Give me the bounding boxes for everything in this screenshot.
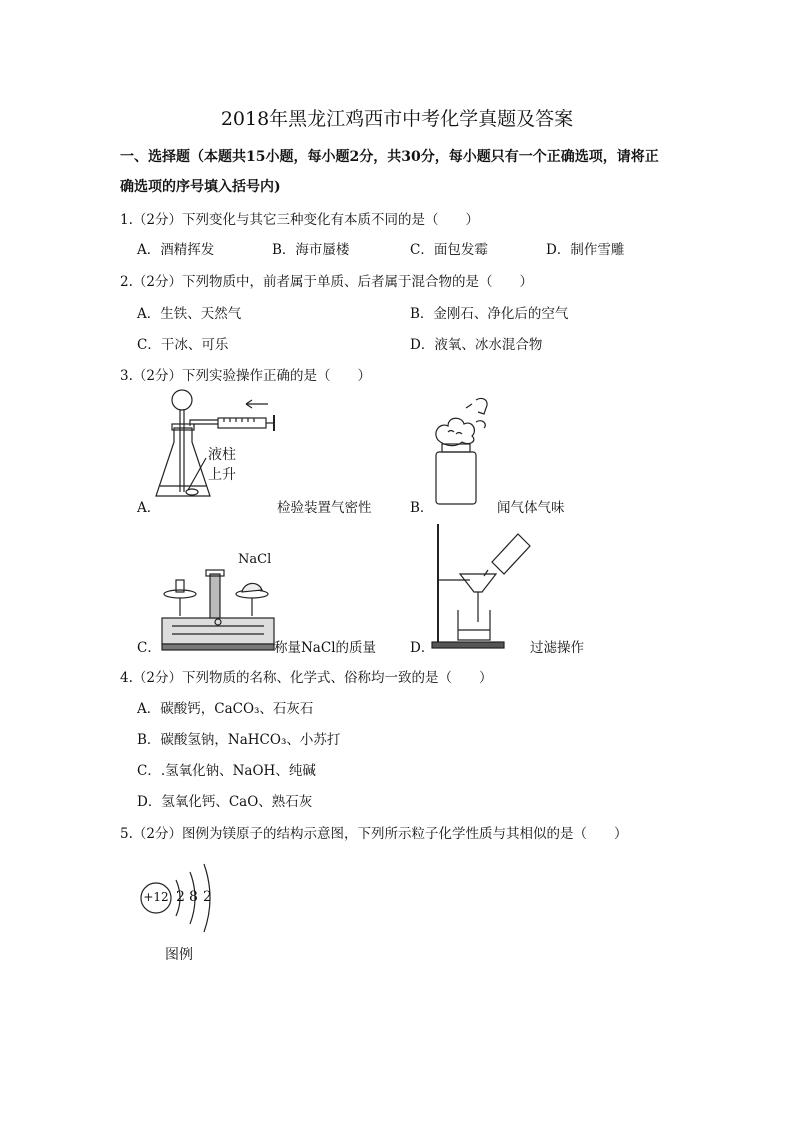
q4-option-a: A．碳酸钙，CaCO₃、石灰石 [137, 701, 314, 717]
q2-option-b: B．金刚石、净化后的空气 [410, 306, 569, 322]
q2-option-d: D．液氧、冰水混合物 [410, 337, 543, 353]
q2-option-a: A．生铁、天然气 [137, 306, 242, 322]
q4-option-c: C．.氢氧化钠、NaOH、纯碱 [137, 763, 316, 779]
q3-option-c-label: C． [137, 640, 161, 656]
q1-stem: 1.（2分）下列变化与其它三种变化有本质不同的是（ ） [120, 212, 479, 228]
q5-stem: 5.（2分）图例为镁原子的结构示意图，下列所示粒子化学性质与其相似的是（ ） [120, 826, 628, 842]
q4-stem: 4.（2分）下列物质的名称、化学式、俗称均一致的是（ ） [120, 670, 493, 686]
nucleus-charge: +12 [143, 890, 169, 904]
q3-option-c-caption: 称量NaCl的质量 [274, 640, 377, 656]
nacl-label: NaCl [238, 552, 272, 567]
section-heading-line2: 确选项的序号填入括号内) [120, 179, 281, 195]
q1-option-c: C．面包发霉 [410, 242, 488, 258]
section-heading-line1: 一、选择题（本题共15小题，每小题2分，共30分，每小题只有一个正确选项，请将正 [120, 149, 659, 165]
liquid-column-label-1: 液柱 [208, 447, 236, 463]
q1-option-b: B．海市蜃楼 [272, 242, 350, 258]
balance-figure [158, 560, 280, 652]
q3-option-a-caption: 检验装置气密性 [277, 500, 372, 516]
q3-option-b-label: B． [410, 500, 434, 516]
q4-option-d: D．氢氧化钙、CaO、熟石灰 [137, 794, 313, 810]
q3-stem: 3.（2分）下列实验操作正确的是（ ） [120, 368, 371, 384]
q4-option-b: B．碳酸氢钠，NaHCO₃、小苏打 [137, 732, 341, 748]
q3-option-d-label: D． [410, 640, 435, 656]
q2-option-c: C．干冰、可乐 [137, 337, 229, 353]
q3-option-b-caption: 闻气体气味 [497, 500, 565, 516]
diagram-caption: 图例 [165, 947, 193, 963]
q3-option-a-label: A． [137, 500, 161, 516]
q3-option-d-caption: 过滤操作 [530, 640, 584, 656]
q1-option-a: A．酒精挥发 [137, 242, 215, 258]
shell-1-electrons: 2 [176, 889, 185, 905]
shell-2-electrons: 8 [189, 889, 198, 905]
liquid-column-label-2: 上升 [208, 467, 236, 483]
page-title: 2018年黑龙江鸡西市中考化学真题及答案 [220, 108, 574, 130]
q1-option-d: D．制作雪雕 [546, 242, 625, 258]
gas-bottle-smell-figure [428, 392, 498, 510]
filtration-figure [426, 522, 538, 652]
q2-stem: 2.（2分）下列物质中，前者属于单质、后者属于混合物的是（ ） [120, 274, 533, 290]
shell-3-electrons: 2 [203, 889, 212, 905]
